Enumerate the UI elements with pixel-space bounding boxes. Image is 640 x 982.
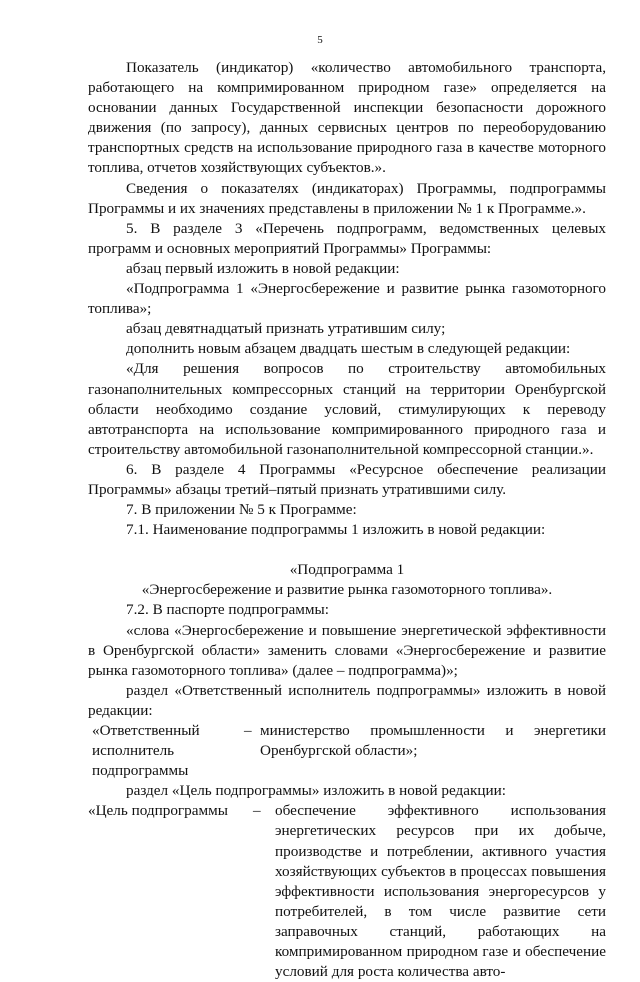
- responsible-executor-dash: –: [244, 722, 252, 739]
- subprogram-heading-line-2: «Энергосбережение и развитие рынка газомоторного топлива».: [141, 581, 553, 599]
- goal-dash: –: [253, 802, 261, 820]
- paragraph-add-26th: дополнить новым абзацем двадцать шестым в следующей редакции:: [126, 340, 571, 358]
- paragraph-7-2: 7.2. В паспорте подпрограммы:: [126, 601, 329, 619]
- goal-label: «Цель подпрограммы: [88, 802, 228, 820]
- paragraph-nineteenth-abzac: абзац девятнадцатый признать утратившим силу;: [126, 320, 446, 338]
- page-number: 5: [317, 34, 323, 46]
- paragraph-responsible-section: раздел «Ответственный исполнитель подпрограммы» изложить в новой редакции:: [88, 681, 606, 719]
- paragraph-section-3: 5. В разделе 3 «Перечень подпрограмм, ведомственных целевых программ и основных мероприятий Программы» Программы:: [88, 219, 606, 257]
- subprogram-heading-line-1: «Подпрограмма 1: [289, 561, 405, 579]
- responsible-executor-label: «Ответственный исполнитель подпрограммы: [92, 722, 200, 780]
- paragraph-section-4: 6. В разделе 4 Программы «Ресурсное обеспечение реализации Программы» абзацы третий–пятый признать утратившими силу.: [88, 460, 606, 498]
- paragraph-subprogram-1: «Подпрограмма 1 «Энергосбережение и развитие рынка газомоторного топлива»;: [88, 280, 606, 318]
- responsible-executor-row: [88, 721, 606, 781]
- paragraph-gas-stations: «Для решения вопросов по строительству автомобильных газонаполнительных компрессорных станций на территории Оренбургской области необходимо создание условий, стимулирующих к переводу автотранспорта на использование компримированного природного газа и строительству автомобильной газонаполнительной компрессорной станции.».: [88, 360, 606, 458]
- paragraph-replace-words: «слова «Энергосбережение и повышение энергетической эффективности в Оренбургской области» заменить словами «Энергосбережение и развитие рынка газомоторного топлива» (далее – подпрограмма)»;: [88, 621, 606, 679]
- paragraph-appendix-5: 7. В приложении № 5 к Программе:: [126, 501, 357, 519]
- paragraph-7-1: 7.1. Наименование подпрограммы 1 изложить в новой редакции:: [126, 521, 546, 539]
- paragraph-indicator-info: Сведения о показателях (индикаторах) Программы, подпрограммы Программы и их значениях представлены в приложении № 1 к Программе.».: [88, 179, 606, 217]
- goal-row: [88, 801, 606, 982]
- goal-value: обеспечение эффективного использования энергетических ресурсов при их добыче, производстве и потреблении, активного участия хозяйствующих субъектов в процессах повышения эффективности использования энергоресурсов у потребителей, в том числе развитие сети заправочных станций, работающих на компримированном природном газе и обеспечение условий для роста количества авто-: [275, 802, 606, 981]
- responsible-executor-value: министерство промышленности и энергетики Оренбургской области»;: [260, 722, 606, 760]
- paragraph-goal-section: раздел «Цель подпрограммы» изложить в новой редакции:: [126, 782, 506, 800]
- paragraph-first-abzac: абзац первый изложить в новой редакции:: [126, 259, 400, 277]
- document-body: [88, 58, 606, 982]
- paragraph-indicator-definition: Показатель (индикатор) «количество автомобильного транспорта, работающего на компримированном природном газе» определяется на основании данных Государственной инспекции безопасности дорожного движения (по запросу), данных сервисных центров по переоборудованию транспортных средств на использование природного газа в качестве моторного топлива, отчетов хозяйствующих субъектов.».: [88, 59, 606, 177]
- blank-line: [88, 540, 606, 560]
